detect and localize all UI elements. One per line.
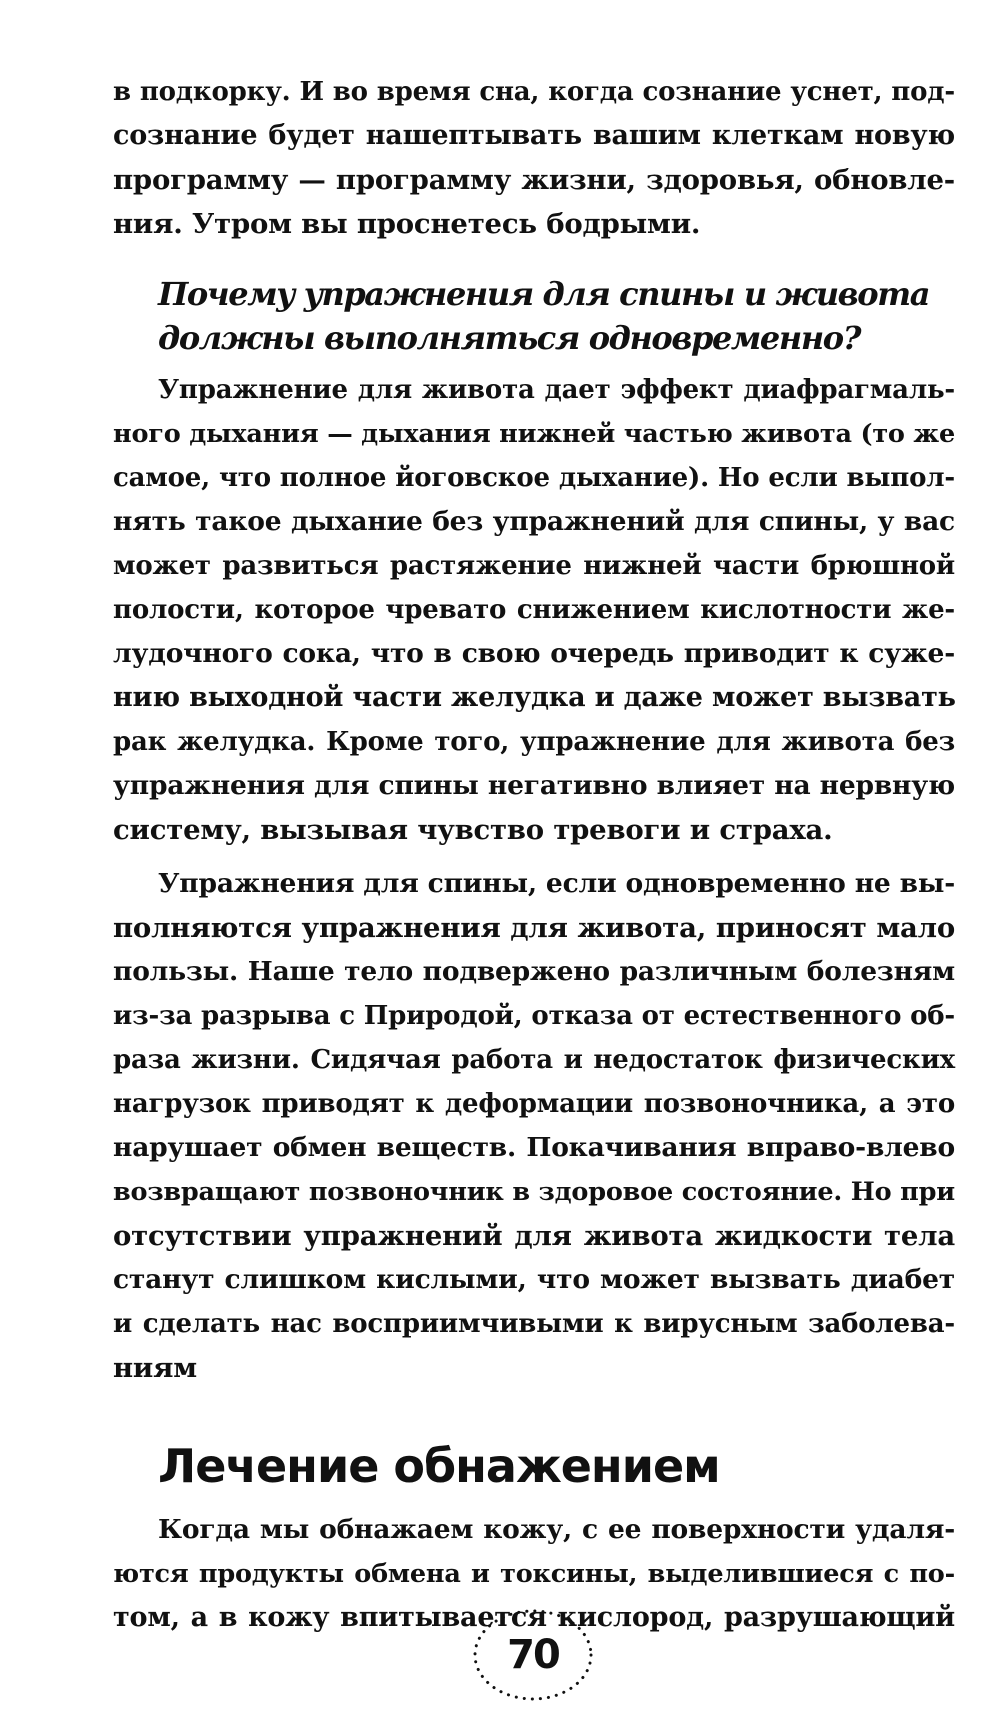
paragraph-1-line: программу — программу жизни, здоровья, обновле- [113,164,955,196]
paragraph-3-line: ниям [113,1352,197,1384]
paragraph-2-line: ного дыхания — дыхания нижней частью живота (то же [113,419,955,449]
paragraph-1-line: в подкорку. И во время сна, когда сознание уснет, под- [113,77,955,107]
paragraph-4-line: Когда мы обнажаем кожу, с ее поверхности удаля- [158,1514,955,1545]
paragraph-2-line: Упражнение для живота дает эффект диафрагмаль- [158,375,955,405]
paragraph-1-line: сознание будет нашептывать вашим клеткам новую [113,120,955,151]
page-number-badge [470,1604,596,1706]
paragraph-3-line: пользы. Наше тело подвержено различным болезням [113,956,955,987]
paragraph-3-line: станут слишком кислыми, что может вызвать диабет [113,1264,955,1295]
subheading-line: Почему упражнения для спины и живота [158,275,930,313]
paragraph-3-line: нарушает обмен веществ. Покачивания вправо-влево [113,1132,955,1163]
paragraph-2-line: нять такое дыхание без упражнений для спины, у вас [113,506,955,537]
paragraph-3-line: из-за разрыва с Природой, отказа от естественного об- [113,1001,955,1031]
paragraph-2-line: нию выходной части желудка и даже может вызвать [113,682,956,713]
paragraph-2-line: самое, что полное йоговское дыхание). Но если выпол- [113,463,955,493]
paragraph-2-line: лудочного сока, что в свою очередь приводит к суже- [113,638,955,669]
page-number: 70 [507,1632,559,1678]
subheading-line: должны выполняться одновременно? [158,319,861,357]
paragraph-2-line: систему, вызывая чувство тревоги и страха. [113,814,833,846]
paragraph-2-line: может развиться растяжение нижней части брюшной [113,551,955,581]
section-title: Лечение обнажением [158,1439,720,1493]
paragraph-2-line: полости, которое чревато снижением кислотности же- [113,595,955,625]
paragraph-3-line: Упражнения для спины, если одновременно не вы- [158,868,955,899]
paragraph-2-line: рак желудка. Кроме того, упражнение для живота без [113,727,955,757]
paragraph-3-line: полняются упражнения для живота, приносят мало [113,912,955,944]
paragraph-4-line: том, а в кожу впитывается кислород, разрушающий [113,1602,955,1633]
paragraph-3-line: и сделать нас восприимчивыми к вирусным заболева- [113,1309,955,1339]
paragraph-1-line: ния. Утром вы проснетесь бодрыми. [113,208,701,240]
paragraph-4-line: ются продукты обмена и токсины, выделившиеся с по- [113,1559,955,1589]
paragraph-2-line: упражнения для спины негативно влияет на нервную [113,770,955,801]
paragraph-3-line: нагрузок приводят к деформации позвоночника, а это [113,1089,955,1119]
paragraph-3-line: возвращают позвоночник в здоровое состояние. Но при [113,1177,955,1207]
paragraph-3-line: отсутствии упражнений для живота жидкости тела [113,1220,955,1252]
paragraph-3-line: раза жизни. Сидячая работа и недостаток физических [113,1045,955,1075]
